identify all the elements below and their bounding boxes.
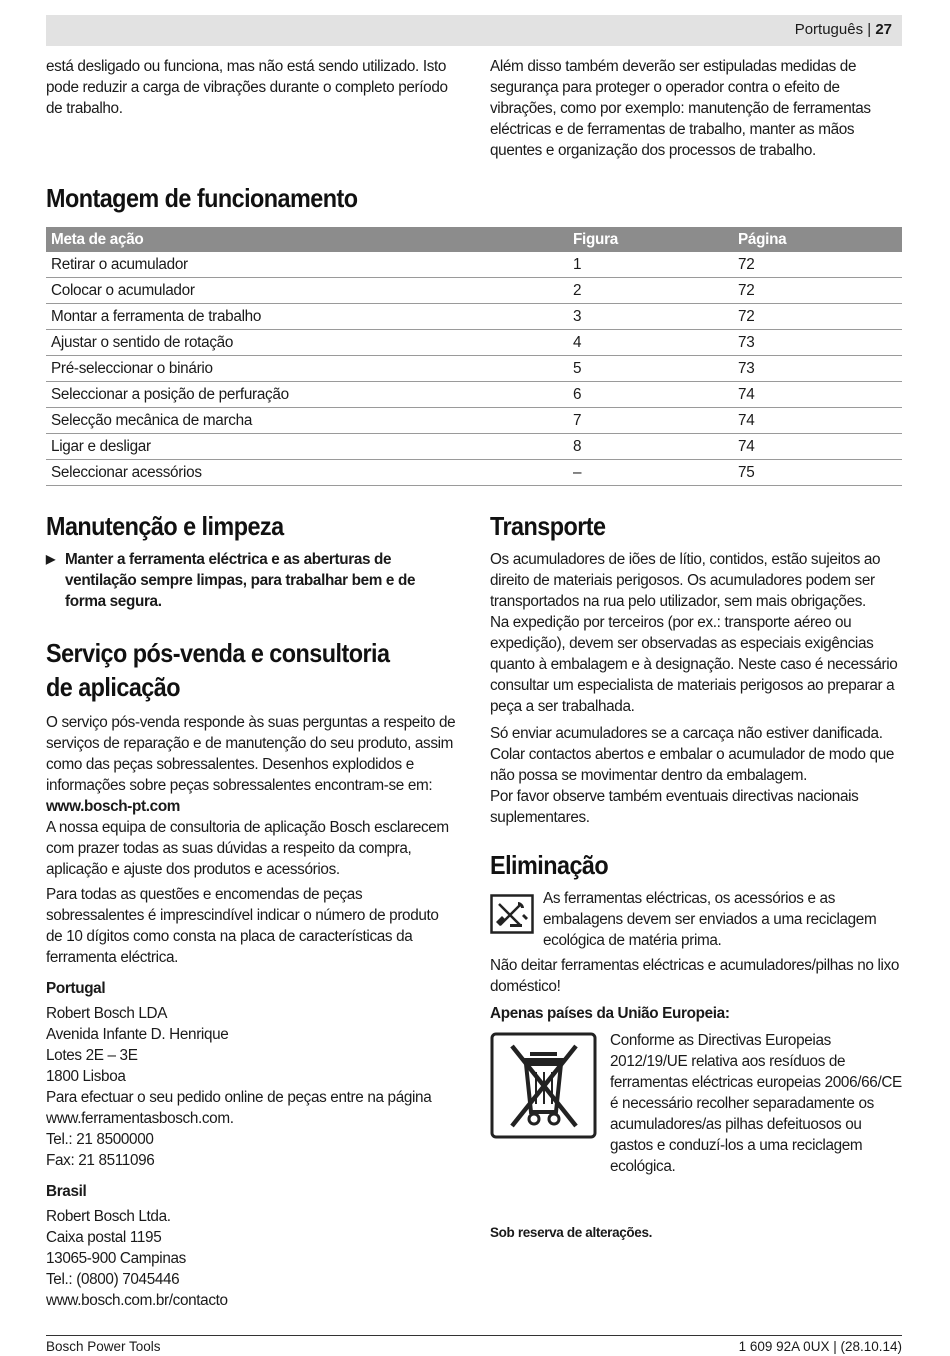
table-row (46, 434, 902, 460)
header-pagina: Página (738, 230, 787, 248)
cell-pagina: 75 (733, 460, 902, 486)
cell-figura: 4 (568, 330, 733, 356)
portugal-line: 1800 Lisboa (46, 1068, 126, 1085)
cell-pagina: 72 (733, 252, 902, 278)
manutencao-bullet-text: Manter a ferramenta eléctrica e as aberturas de ventilação sempre limpas, para trabalhar bem e de forma segura. (65, 551, 416, 610)
eu-text: Conforme as Directivas Europeias 2012/19/UE relativa aos resíduos de ferramentas eléctricas europeias 2006/66/CE é necessário recolher separadamente os acumuladores/as pilhas defeituosos ou gastos e conduzí-los a uma reciclagem ecológica. (610, 1032, 902, 1175)
footer-left: Bosch Power Tools (46, 1339, 161, 1354)
montagem-title: Montagem de funcionamento (46, 183, 358, 213)
servico-p3: Para todas as questões e encomendas de peças sobressalentes é imprescindível indicar o número de produto de 10 dígitos como consta na placa de características da ferramenta eléctrica. (46, 886, 439, 966)
footer-right: 1 609 92A 0UX | (28.10.14) (738, 1339, 902, 1354)
table-row (46, 252, 902, 278)
cell-meta: Selecção mecânica de marcha (46, 408, 568, 434)
portugal-line: Lotes 2E – 3E (46, 1047, 138, 1064)
cell-meta: Pré-seleccionar o binário (46, 356, 568, 382)
cell-figura: 5 (568, 356, 733, 382)
cell-meta: Ajustar o sentido de rotação (46, 330, 568, 356)
portugal-fax: Fax: 21 8511096 (46, 1152, 155, 1169)
cell-pagina: 74 (733, 408, 902, 434)
header-page-label (795, 21, 892, 38)
table-row (46, 304, 902, 330)
portugal-tel: Tel.: 21 8500000 (46, 1131, 154, 1148)
header-figura: Figura (573, 230, 618, 248)
footer-divider (46, 1335, 902, 1336)
transporte-title: Transporte (490, 511, 606, 541)
cell-figura: 3 (568, 304, 733, 330)
intro-left-text: está desligado ou funciona, mas não está sendo utilizado. Isto pode reduzir a carga de vibrações durante o completo período de trabalho. (46, 58, 448, 117)
brasil-line: 13065-900 Campinas (46, 1250, 186, 1267)
recycle-tools-icon (490, 888, 543, 951)
eliminacao-p1: As ferramentas eléctricas, os acessórios e as embalagens devem ser enviados a uma reciclagem ecológica de matéria prima. (543, 890, 877, 949)
manutencao-title: Manutenção e limpeza (46, 511, 284, 541)
servico-title: Serviço pós-venda e consultoria de aplicação (46, 638, 390, 702)
cell-figura: 7 (568, 408, 733, 434)
cell-meta: Montar a ferramenta de trabalho (46, 304, 568, 330)
servico-p2: A nossa equipa de consultoria de aplicação Bosch esclarecem com prazer todas as suas dúvidas a respeito da compra, aplicação e ajuste dos produtos e acessórios. (46, 819, 449, 878)
cell-meta: Colocar o acumulador (46, 278, 568, 304)
table-row (46, 278, 902, 304)
cell-figura: 1 (568, 252, 733, 278)
servico-url-link[interactable]: www.bosch-pt.com (46, 798, 181, 815)
eu-weee-block (490, 1030, 902, 1177)
page-header (46, 15, 902, 46)
montagem-table-wrapper (46, 227, 902, 486)
table-row (46, 382, 902, 408)
cell-pagina: 73 (733, 330, 902, 356)
cell-pagina: 74 (733, 382, 902, 408)
left-column (46, 509, 458, 1311)
montagem-table (46, 227, 902, 486)
cell-figura: 2 (568, 278, 733, 304)
portugal-line: Robert Bosch LDA (46, 1005, 168, 1022)
weee-bin-icon (490, 1030, 610, 1177)
intro-right-text: Além disso também deverão ser estipuladas medidas de segurança para proteger o operador contra o efeito de vibrações, como por exemplo: manutenção de ferramentas eléctricas e de ferramentas de trabalho, manter as mãos quentes e organização dos processos de trabalho. (490, 58, 871, 159)
eliminacao-title: Eliminação (490, 850, 609, 880)
brasil-tel: Tel.: (0800) 7045446 (46, 1271, 180, 1288)
transporte-p1: Os acumuladores de iões de lítio, contidos, estão sujeitos ao direito de materiais perigosos. Os acumuladores podem ser transportados na rua pelo utilizador, sem mais obrigações. (490, 551, 881, 610)
table-row (46, 356, 902, 382)
portugal-line: Avenida Infante D. Henrique (46, 1026, 229, 1043)
transporte-p4: Por favor observe também eventuais directivas nacionais suplementares. (490, 788, 859, 826)
cell-meta: Retirar o acumulador (46, 252, 568, 278)
portugal-label: Portugal (46, 980, 106, 997)
brasil-line: Caixa postal 1195 (46, 1229, 162, 1246)
eliminacao-p2: Não deitar ferramentas eléctricas e acumuladores/pilhas no lixo doméstico! (490, 957, 900, 995)
brasil-line: Robert Bosch Ltda. (46, 1208, 171, 1225)
manutencao-bullet (46, 549, 458, 612)
eliminacao-recycle-block (490, 888, 902, 951)
table-header-row (46, 227, 902, 252)
brasil-label: Brasil (46, 1183, 87, 1200)
servico-p1: O serviço pós-venda responde às suas perguntas a respeito de serviços de reparação e de manutenção do seu produto, assim como das peças sobressalentes. Desenhos explodidos e informações sobre peças sobressalentes encontram-se em: (46, 714, 456, 794)
cell-pagina: 72 (733, 278, 902, 304)
header-language: Português (794, 21, 864, 38)
header-page-number: 27 (875, 21, 892, 38)
cell-meta: Ligar e desligar (46, 434, 568, 460)
brasil-url-link[interactable]: www.bosch.com.br/contacto (46, 1292, 228, 1309)
cell-pagina: 72 (733, 304, 902, 330)
portugal-online-text: Para efectuar o seu pedido online de peças entre na página www.ferramentasbosch.com. (46, 1089, 432, 1127)
transporte-p2: Na expedição por terceiros (por ex.: transporte aéreo ou expedição), devem ser observadas as especiais exigências quanto à embalagem e à designação. Neste caso é necessário consultar um especialista de materiais perigosos ao preparar a peça a ser trabalhada. (490, 614, 898, 715)
transporte-p3: Só enviar acumuladores se a carcaça não estiver danificada. Colar contactos abertos e embalar o acumulador de modo que não possa se movimentar dentro da embalagem. (490, 725, 895, 784)
right-column (490, 509, 902, 1177)
eu-label: Apenas países da União Europeia: (490, 1005, 730, 1022)
header-meta: Meta de ação (51, 230, 144, 248)
cell-figura: 8 (568, 434, 733, 460)
cell-meta: Seleccionar a posição de perfuração (46, 382, 568, 408)
table-row (46, 408, 902, 434)
cell-pagina: 74 (733, 434, 902, 460)
cell-meta: Seleccionar acessórios (46, 460, 568, 486)
table-row (46, 460, 902, 486)
cell-pagina: 73 (733, 356, 902, 382)
reserva-text: Sob reserva de alterações. (490, 1225, 652, 1240)
table-row (46, 330, 902, 356)
cell-figura: 6 (568, 382, 733, 408)
cell-figura: – (568, 460, 733, 486)
header-separator: | (863, 21, 876, 38)
bullet-triangle-icon: ▶ (46, 552, 55, 566)
